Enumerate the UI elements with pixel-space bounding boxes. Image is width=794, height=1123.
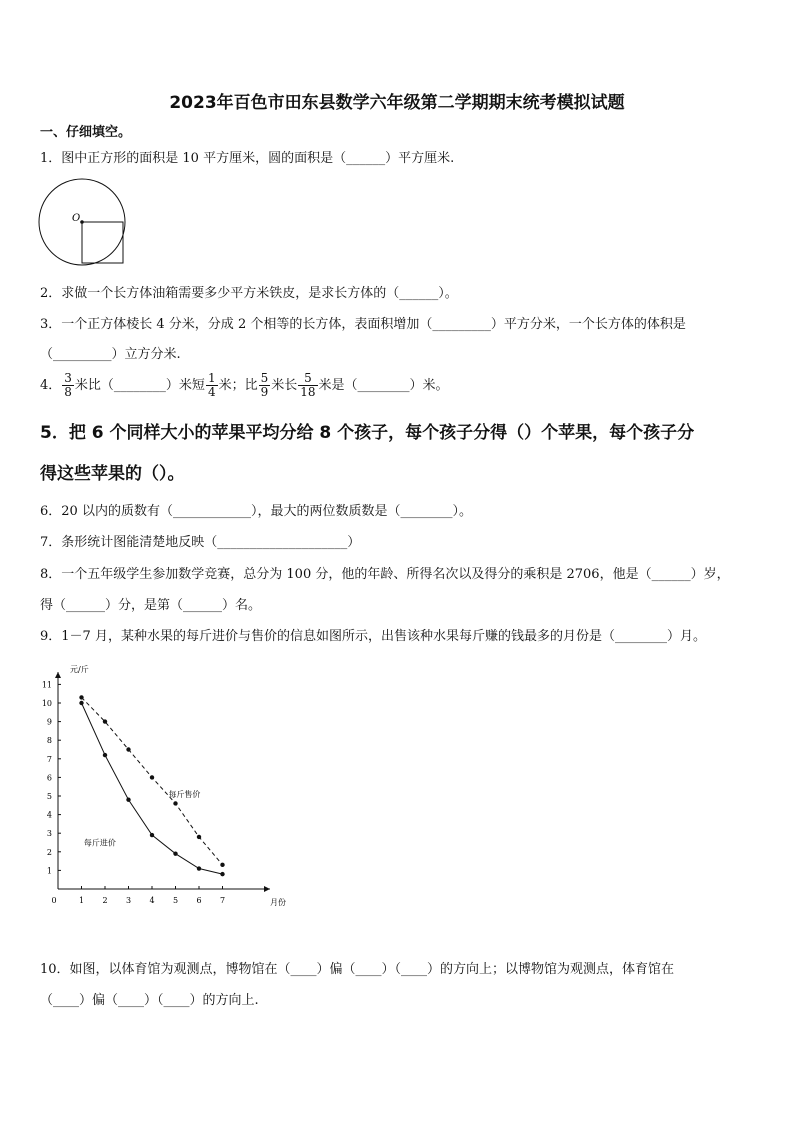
question-5-line-2: 得这些苹果的（）。 (40, 464, 185, 484)
x-tick-label: 7 (219, 896, 226, 905)
cost-price-point (126, 798, 130, 802)
x-tick-label: 1 (78, 896, 85, 905)
question-4-text-2: 米；比 (218, 378, 258, 393)
question-4-number: 4． (40, 378, 62, 393)
price-chart (40, 660, 300, 910)
x-tick-label: 6 (196, 896, 202, 905)
question-7: 7．条形统计图能清楚地反映（____________________） (40, 535, 361, 550)
section-heading: 一、仔细填空。 (40, 125, 132, 140)
cost-price-point (103, 753, 107, 757)
y-tick-label: 9 (46, 717, 52, 727)
sale-price-series-label: 每斤售价 (168, 789, 201, 799)
y-axis-label: 元/斤 (70, 665, 89, 674)
cost-price-point (150, 833, 154, 837)
sale-price-point (126, 747, 130, 751)
question-4-text-4: 米是（________）米。 (318, 378, 449, 393)
square-shape (82, 222, 123, 263)
question-5-line-1: 5．把 6 个同样大小的苹果平均分给 8 个孩子，每个孩子分得（）个苹果，每个孩子分 (40, 423, 695, 443)
x-tick-label: 3 (125, 896, 132, 905)
cost-price-point (197, 866, 201, 870)
y-tick-label: 10 (41, 699, 52, 708)
x-tick-label: 2 (102, 896, 108, 905)
x-axis-label: 月份 (270, 898, 286, 907)
question-3-line-2: （_________）立方分米. (40, 347, 181, 362)
y-tick-label: 6 (46, 773, 52, 783)
fraction-1-4: $\frac{1}{4}$ (207, 371, 216, 399)
question-2: 2．求做一个长方体油箱需要多少平方米铁皮，是求长方体的（______）。 (40, 286, 458, 301)
center-label: O (72, 213, 81, 224)
question-8-line-2: 得（______）分，是第（______）名。 (40, 598, 262, 613)
circle-square-figure (36, 177, 130, 271)
y-tick-label: 5 (46, 792, 52, 801)
origin-label: 0 (51, 896, 57, 905)
question-9: 9．1－7 月，某种水果的每斤进价与售价的信息如图所示，出售该种水果每斤赚的钱最多的月份是（________）月。 (40, 629, 706, 644)
x-tick-label: 5 (172, 896, 179, 905)
question-1: 1．图中正方形的面积是 10 平方厘米，圆的面积是（______）平方厘米. (40, 151, 455, 166)
sale-price-point (79, 695, 83, 699)
fraction-5-18: $\frac{5}{18}$ (300, 371, 316, 399)
y-tick-label: 7 (46, 754, 52, 764)
cost-price-line (82, 703, 223, 874)
sale-price-point (150, 775, 154, 779)
y-tick-label: 1 (46, 866, 52, 876)
y-tick-label: 2 (46, 847, 52, 857)
y-axis-arrow (55, 672, 61, 678)
fraction-5-9: $\frac{5}{9}$ (260, 371, 269, 399)
y-tick-label: 4 (46, 810, 52, 820)
y-tick-label: 3 (46, 829, 52, 839)
circle-center-dot (80, 220, 84, 224)
question-3-line-1: 3．一个正方体棱长 4 分米，分成 2 个相等的长方体，表面积增加（_________）平方分米，一个长方体的体积是 (40, 317, 686, 332)
sale-price-point (220, 863, 224, 867)
cost-price-point (79, 701, 83, 705)
question-10-line-1: 10．如图，以体育馆为观测点，博物馆在（____）偏（____）（____）的方向上；以博物馆为观测点，体育馆在 (40, 962, 675, 977)
question-4-text-1: 米比（________）米短 (74, 378, 205, 393)
fraction-3-8: $\frac{3}{8}$ (64, 371, 72, 399)
page-title: 2023年百色市田东县数学六年级第二学期期末统考模拟试题 (169, 93, 625, 113)
sale-price-point (103, 719, 107, 723)
question-6: 6．20 以内的质数有（____________），最大的两位数质数是（________）。 (40, 504, 472, 519)
sale-price-point (173, 801, 177, 805)
y-tick-label: 8 (46, 736, 52, 746)
question-4 (40, 372, 449, 399)
question-4-text-3: 米长 (271, 378, 298, 393)
cost-price-point (220, 872, 224, 876)
cost-price-point (173, 851, 177, 855)
sale-price-point (197, 835, 201, 839)
x-tick-label: 4 (149, 896, 155, 905)
question-10-line-2: （____）偏（____）（____）的方向上. (40, 993, 259, 1008)
question-8-line-1: 8．一个五年级学生参加数学竞赛，总分为 100 分，他的年龄、所得名次以及得分的乘积是 2706，他是（______）岁， (40, 567, 730, 582)
cost-price-series-label: 每斤进价 (83, 838, 116, 848)
y-tick-label: 11 (41, 680, 52, 690)
x-axis-arrow (264, 886, 270, 892)
